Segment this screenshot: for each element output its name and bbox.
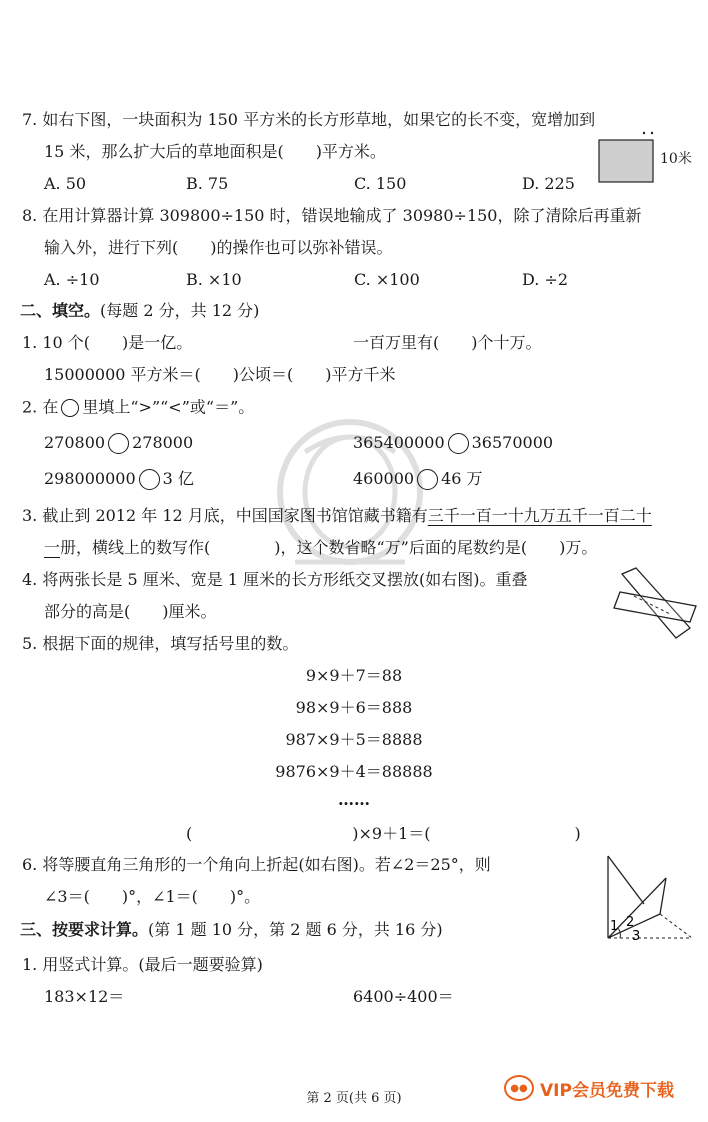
s2-q6-folded-triangle-figure bbox=[598, 852, 698, 944]
q7-line2: 15 米，那么扩大后的草地面积是( )平方米。 bbox=[44, 142, 386, 161]
q8-option-a: A. ÷10 bbox=[44, 270, 100, 289]
page-footer: 第 2 页(共 6 页) bbox=[306, 1091, 402, 1106]
s2-q2-instruction bbox=[22, 399, 254, 417]
compare-answer-circle[interactable] bbox=[417, 469, 438, 490]
compare-right: 3 亿 bbox=[162, 469, 194, 488]
s2-q4-crossed-strips-figure bbox=[612, 566, 698, 644]
compare-left: 270800 bbox=[44, 433, 106, 452]
compare-item-4 bbox=[353, 469, 483, 490]
compare-left: 365400000 bbox=[353, 433, 445, 452]
s2-q5-answer-line: ( )×9＋1＝( ) bbox=[186, 824, 581, 843]
s2-q3-prefix: 3. 截止到 2012 年 12 月底，中国国家图书馆馆藏书籍有 bbox=[22, 506, 428, 525]
s2-q3-line1 bbox=[22, 508, 652, 524]
q7-rectangle-figure bbox=[596, 130, 658, 186]
s2-q3-rest: 册，横线上的数写作( )，这个数省略“万”后面的尾数约是( )万。 bbox=[60, 538, 598, 557]
s3-q1-line1: 1. 用竖式计算。(最后一题要验算) bbox=[22, 955, 263, 974]
s2-q2-suffix: 里填上“>”“<”或“＝”。 bbox=[82, 397, 255, 417]
compare-left: 460000 bbox=[353, 469, 415, 488]
s2-q1-right: 一百万里有( )个十万。 bbox=[353, 333, 542, 352]
compare-item-2 bbox=[353, 433, 553, 454]
s2-q4-line2: 部分的高是( )厘米。 bbox=[44, 602, 217, 621]
compare-right: 278000 bbox=[132, 433, 194, 452]
q8-option-d: D. ÷2 bbox=[522, 270, 569, 289]
s2-q3-underlined-end: 一 bbox=[44, 538, 61, 557]
section2-title bbox=[20, 303, 259, 319]
q8-option-c: C. ×100 bbox=[354, 270, 420, 289]
s2-q5-line1: 5. 根据下面的规律，填写括号里的数。 bbox=[22, 634, 299, 653]
s2-q6-line1: 6. 将等腰直角三角形的一个角向上折起(如右图)。若∠2＝25°，则 bbox=[22, 855, 491, 874]
angle-label-1: 1 bbox=[610, 919, 619, 934]
q7-option-c: C. 150 bbox=[354, 174, 407, 193]
vip-text: VIP会员免费下载 bbox=[540, 1080, 674, 1101]
compare-answer-circle[interactable] bbox=[108, 433, 129, 454]
s2-q3-line2 bbox=[44, 540, 597, 556]
s2-q4-line1: 4. 将两张长是 5 厘米、宽是 1 厘米的长方形纸交叉摆放(如右图)。重叠 bbox=[22, 570, 528, 589]
compare-answer-circle[interactable] bbox=[448, 433, 469, 454]
q7-option-d: D. 225 bbox=[522, 174, 575, 193]
angle-label-3: 3 bbox=[632, 929, 641, 944]
s2-q1-line2: 15000000 平方米＝( )公顷＝( )平方千米 bbox=[44, 365, 396, 384]
compare-right: 46 万 bbox=[441, 469, 483, 488]
chat-bubble-icon: ●● bbox=[504, 1075, 534, 1101]
q7-figure-label: 10米 bbox=[660, 151, 692, 167]
s3-q1-left: 183×12＝ bbox=[44, 987, 125, 1006]
compare-circle-icon bbox=[61, 399, 79, 417]
s2-q1-left: 1. 10 个( )是一亿。 bbox=[22, 333, 193, 352]
compare-left: 298000000 bbox=[44, 469, 136, 488]
section2-note: (每题 2 分，共 12 分) bbox=[100, 301, 260, 320]
section2-title-text: 二、填空。 bbox=[20, 301, 101, 320]
section3-title bbox=[20, 922, 443, 938]
compare-item-1 bbox=[44, 433, 193, 454]
q8-line1: 8. 在用计算器计算 309800÷150 时，错误地输成了 30980÷150，除了清除后再重新 bbox=[22, 206, 642, 225]
q8-line2: 输入外，进行下列( )的操作也可以弥补错误。 bbox=[44, 238, 393, 257]
section3-note: (第 1 题 10 分，第 2 题 6 分，共 16 分) bbox=[148, 920, 443, 939]
section3-title-text: 三、按要求计算。 bbox=[20, 920, 149, 939]
compare-answer-circle[interactable] bbox=[139, 469, 160, 490]
s2-q5-equation-1: 9×9＋7＝88 bbox=[305, 666, 403, 685]
angle-label-2: 2 bbox=[626, 915, 635, 930]
s3-q1-right: 6400÷400＝ bbox=[353, 987, 454, 1006]
s2-q2-prefix: 2. 在 bbox=[22, 397, 59, 417]
s2-q5-equation-2: 98×9＋6＝888 bbox=[295, 698, 413, 717]
q8-option-b: B. ×10 bbox=[186, 270, 242, 289]
s2-q5-equation-3: 987×9＋5＝8888 bbox=[285, 730, 423, 749]
vip-download-badge[interactable] bbox=[504, 1073, 674, 1103]
q7-option-b: B. 75 bbox=[186, 174, 229, 193]
s2-q5-equation-4: 9876×9＋4＝88888 bbox=[275, 762, 433, 781]
q7-option-a: A. 50 bbox=[44, 174, 87, 193]
s2-q5-ellipsis: …… bbox=[338, 790, 370, 809]
s2-q6-line2: ∠3＝( )°，∠1＝( )°。 bbox=[44, 887, 261, 906]
s2-q3-underlined-number: 三千一百一十九万五千一百二十 bbox=[427, 506, 652, 525]
compare-right: 36570000 bbox=[471, 433, 554, 452]
compare-item-3 bbox=[44, 469, 194, 490]
q7-line1: 7. 如右下图，一块面积为 150 平方米的长方形草地，如果它的长不变，宽增加到 bbox=[22, 110, 596, 129]
